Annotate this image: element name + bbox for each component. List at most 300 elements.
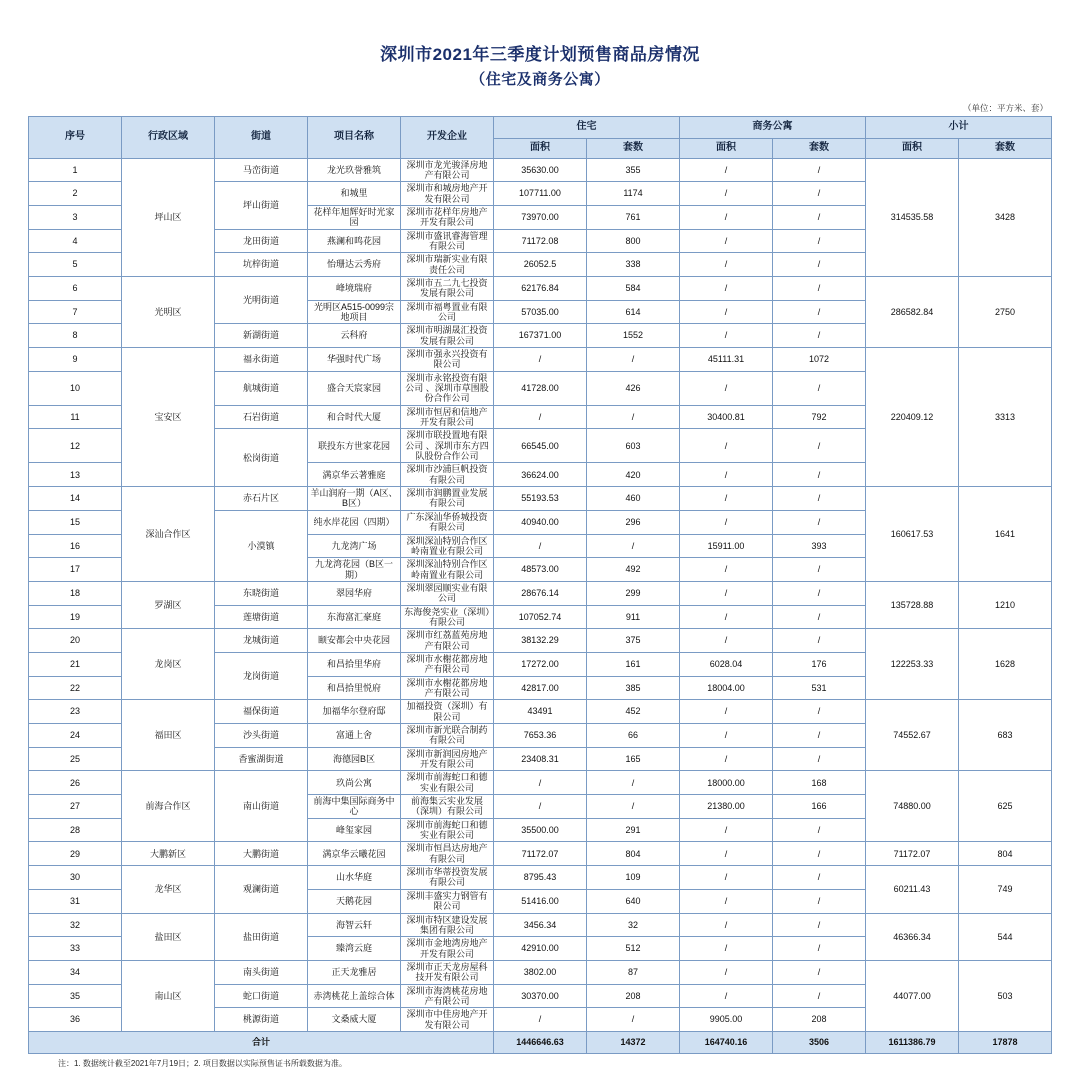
cell-apartment-units: 176 [773,652,866,676]
page-title: 深圳市2021年三季度计划预售商品房情况 [380,45,700,64]
cell-subtotal-units: 2750 [959,276,1052,347]
cell-apartment-units: / [773,984,866,1008]
cell-residential-area: 167371.00 [494,324,587,348]
cell-residential-units: 66 [587,724,680,748]
cell-residential-area: 38132.29 [494,629,587,653]
total-residential-units: 14372 [587,1031,680,1053]
col-street: 街道 [215,116,308,158]
cell-index: 10 [29,371,122,405]
cell-residential-units: 338 [587,253,680,277]
col-res-units: 套数 [587,138,680,158]
cell-index: 16 [29,534,122,558]
cell-project: 臻湾云庭 [308,937,401,961]
cell-residential-units: / [587,534,680,558]
cell-residential-area: 35500.00 [494,818,587,842]
cell-index: 15 [29,510,122,534]
header-row-1 [29,116,1052,138]
cell-apartment-area: / [680,487,773,511]
col-company: 开发企业 [401,116,494,158]
cell-apartment-units: 208 [773,1008,866,1032]
cell-residential-units: 420 [587,463,680,487]
cell-district: 宝安区 [122,348,215,487]
cell-subtotal-area: 286582.84 [866,276,959,347]
cell-project: 九龙湾广场 [308,534,401,558]
cell-index: 19 [29,605,122,629]
cell-residential-units: 165 [587,747,680,771]
cell-project: 和合时代大厦 [308,405,401,429]
cell-residential-area: 17272.00 [494,652,587,676]
cell-street: 南山街道 [215,771,308,842]
cell-project: 峰玺家园 [308,818,401,842]
cell-index: 18 [29,581,122,605]
cell-residential-units: 1174 [587,182,680,206]
col-sum-units: 套数 [959,138,1052,158]
cell-street: 坪山街道 [215,182,308,229]
cell-apartment-area: / [680,724,773,748]
cell-company: 深圳市新润园房地产开发有限公司 [401,747,494,771]
cell-company: 深圳市恒昌达房地产有限公司 [401,842,494,866]
cell-apartment-units: / [773,487,866,511]
cell-residential-area: / [494,534,587,558]
total-residential-area: 1446646.63 [494,1031,587,1053]
cell-index: 35 [29,984,122,1008]
cell-residential-units: / [587,795,680,819]
unit-note: （单位：平方米、套） [962,102,1048,113]
cell-street: 赤石片区 [215,487,308,511]
total-sum-area: 1611386.79 [866,1031,959,1053]
table-row [29,487,1052,511]
cell-project: 满京华云曦花园 [308,842,401,866]
cell-apartment-area: 9905.00 [680,1008,773,1032]
cell-company: 深圳市前海蛇口和德实业有限公司 [401,818,494,842]
cell-street: 桃源街道 [215,1008,308,1032]
cell-index: 8 [29,324,122,348]
cell-apartment-area: / [680,205,773,229]
cell-residential-area: 107711.00 [494,182,587,206]
cell-subtotal-area: 122253.33 [866,629,959,700]
cell-subtotal-area: 135728.88 [866,581,959,628]
cell-residential-area: 62176.84 [494,276,587,300]
cell-subtotal-area: 44077.00 [866,960,959,1031]
cell-residential-area: 57035.00 [494,300,587,324]
table-row [29,158,1052,182]
cell-residential-units: 299 [587,581,680,605]
cell-index: 9 [29,348,122,372]
table-row [29,771,1052,795]
cell-company: 深圳市花样年房地产开发有限公司 [401,205,494,229]
cell-street: 大鹏街道 [215,842,308,866]
cell-project: 和昌拾里华府 [308,652,401,676]
presale-table [28,116,1052,1054]
cell-district: 福田区 [122,700,215,771]
cell-project: 怡珊达云秀府 [308,253,401,277]
cell-residential-units: 460 [587,487,680,511]
cell-project: 和城里 [308,182,401,206]
cell-subtotal-units: 1628 [959,629,1052,700]
cell-project: 东海富汇豪庭 [308,605,401,629]
cell-residential-units: 614 [587,300,680,324]
table-head [29,116,1052,158]
cell-residential-area: 71172.08 [494,229,587,253]
cell-apartment-units: 393 [773,534,866,558]
cell-residential-area: 8795.43 [494,866,587,890]
cell-apartment-area: / [680,276,773,300]
col-apt-area: 面积 [680,138,773,158]
cell-subtotal-area: 46366.34 [866,913,959,960]
cell-company: 深圳市和城房地产开发有限公司 [401,182,494,206]
total-apartment-units: 3506 [773,1031,866,1053]
cell-company: 深圳市瑞新实业有限责任公司 [401,253,494,277]
cell-project: 海德园B区 [308,747,401,771]
cell-company: 加福投资（深圳）有限公司 [401,700,494,724]
col-district: 行政区域 [122,116,215,158]
cell-subtotal-area: 314535.58 [866,158,959,276]
cell-apartment-area: / [680,558,773,582]
cell-apartment-area: / [680,253,773,277]
cell-street: 龙田街道 [215,229,308,253]
cell-subtotal-units: 1641 [959,487,1052,582]
cell-apartment-area: / [680,700,773,724]
cell-apartment-units: / [773,158,866,182]
cell-apartment-units: / [773,937,866,961]
cell-residential-units: 355 [587,158,680,182]
cell-project: 花样年旭辉好时光家园 [308,205,401,229]
cell-subtotal-area: 74880.00 [866,771,959,842]
cell-project: 联投东方世家花园 [308,429,401,463]
cell-apartment-units: / [773,960,866,984]
cell-residential-area: 35630.00 [494,158,587,182]
cell-subtotal-area: 220409.12 [866,348,959,487]
cell-project: 华强时代广场 [308,348,401,372]
cell-apartment-area: / [680,510,773,534]
cell-apartment-units: 531 [773,676,866,700]
cell-residential-area: 3802.00 [494,960,587,984]
cell-apartment-units: / [773,276,866,300]
cell-index: 20 [29,629,122,653]
cell-index: 31 [29,889,122,913]
cell-apartment-units: / [773,724,866,748]
group-apartment: 商务公寓 [680,116,866,138]
cell-company: 深圳市联投置地有限公司 、深圳市东方四队股份合作公司 [401,429,494,463]
cell-apartment-area: / [680,229,773,253]
cell-street: 光明街道 [215,276,308,323]
cell-residential-area: / [494,771,587,795]
cell-residential-area: / [494,795,587,819]
cell-apartment-area: / [680,158,773,182]
table-row [29,700,1052,724]
cell-residential-area: 36624.00 [494,463,587,487]
table-row [29,866,1052,890]
cell-residential-units: 804 [587,842,680,866]
cell-residential-units: / [587,405,680,429]
cell-street: 航城街道 [215,371,308,405]
cell-district: 深汕合作区 [122,487,215,582]
cell-residential-area: 73970.00 [494,205,587,229]
cell-apartment-units: 1072 [773,348,866,372]
cell-project: 羊山润府一期（A区、B区） [308,487,401,511]
cell-street: 小漠镇 [215,510,308,581]
cell-residential-units: 375 [587,629,680,653]
cell-apartment-area: / [680,866,773,890]
cell-index: 28 [29,818,122,842]
cell-street: 香蜜湖街道 [215,747,308,771]
cell-index: 5 [29,253,122,277]
cell-subtotal-units: 1210 [959,581,1052,628]
cell-index: 30 [29,866,122,890]
cell-index: 23 [29,700,122,724]
col-apt-units: 套数 [773,138,866,158]
cell-index: 13 [29,463,122,487]
cell-street: 福保街道 [215,700,308,724]
cell-company: 深圳深汕特别合作区岭南置业有限公司 [401,558,494,582]
cell-subtotal-area: 60211.43 [866,866,959,913]
cell-district: 盐田区 [122,913,215,960]
cell-residential-units: 87 [587,960,680,984]
col-index: 序号 [29,116,122,158]
cell-residential-units: 640 [587,889,680,913]
cell-apartment-units: / [773,253,866,277]
cell-company: 深圳市水榭花都房地产有限公司 [401,652,494,676]
table-row [29,842,1052,866]
cell-apartment-units: 792 [773,405,866,429]
cell-project: 云科府 [308,324,401,348]
cell-street: 观澜街道 [215,866,308,913]
cell-index: 4 [29,229,122,253]
cell-company: 深圳市龙光骏泽房地产有限公司 [401,158,494,182]
cell-residential-units: 603 [587,429,680,463]
cell-index: 7 [29,300,122,324]
cell-project: 龙光玖誉雅筑 [308,158,401,182]
cell-index: 27 [29,795,122,819]
cell-index: 25 [29,747,122,771]
cell-subtotal-units: 3428 [959,158,1052,276]
table-row [29,581,1052,605]
cell-index: 17 [29,558,122,582]
cell-apartment-units: / [773,205,866,229]
cell-district: 龙岗区 [122,629,215,700]
cell-index: 12 [29,429,122,463]
cell-project: 玖尚公寓 [308,771,401,795]
cell-district: 光明区 [122,276,215,347]
cell-residential-units: 296 [587,510,680,534]
cell-subtotal-area: 71172.07 [866,842,959,866]
cell-project: 翠园华府 [308,581,401,605]
table-row [29,629,1052,653]
cell-project: 赤湾桃花上盖综合体 [308,984,401,1008]
cell-company: 广东深汕华侨城投资有限公司 [401,510,494,534]
table-body [29,158,1052,1053]
cell-index: 11 [29,405,122,429]
cell-subtotal-units: 544 [959,913,1052,960]
cell-apartment-units: / [773,229,866,253]
cell-index: 21 [29,652,122,676]
cell-residential-area: / [494,348,587,372]
cell-apartment-units: / [773,700,866,724]
cell-index: 14 [29,487,122,511]
cell-residential-units: 426 [587,371,680,405]
cell-index: 26 [29,771,122,795]
cell-apartment-area: / [680,818,773,842]
cell-project: 加福华尔登府邸 [308,700,401,724]
cell-index: 3 [29,205,122,229]
cell-apartment-units: / [773,866,866,890]
cell-company: 东海俊尧实业（深圳）有限公司 [401,605,494,629]
cell-company: 深圳市新光联合制药有限公司 [401,724,494,748]
cell-street: 盐田街道 [215,913,308,960]
cell-apartment-area: / [680,960,773,984]
cell-apartment-area: 21380.00 [680,795,773,819]
cell-street: 福永街道 [215,348,308,372]
cell-project: 海智云轩 [308,913,401,937]
cell-street: 龙岗街道 [215,652,308,699]
cell-street: 松岗街道 [215,429,308,487]
cell-residential-units: 761 [587,205,680,229]
group-total: 小计 [866,116,1052,138]
cell-apartment-area: / [680,324,773,348]
cell-apartment-units: / [773,913,866,937]
cell-subtotal-area: 74552.67 [866,700,959,771]
cell-street: 南头街道 [215,960,308,984]
cell-apartment-area: 6028.04 [680,652,773,676]
footer-note: 注：1. 数据统计截至2021年7月19日；2. 项目数据以实际预售证书所载数据为准。 [58,1058,347,1068]
total-sum-units: 17878 [959,1031,1052,1053]
cell-project: 盛合天宸家园 [308,371,401,405]
cell-residential-area: 55193.53 [494,487,587,511]
cell-company: 深圳市明湖晟汇投资发展有限公司 [401,324,494,348]
cell-residential-area: 26052.5 [494,253,587,277]
cell-apartment-area: / [680,747,773,771]
cell-project: 满京华云著雅庭 [308,463,401,487]
cell-residential-area: 51416.00 [494,889,587,913]
cell-street: 石岩街道 [215,405,308,429]
cell-apartment-area: / [680,629,773,653]
cell-apartment-area: 30400.81 [680,405,773,429]
cell-residential-area: 71172.07 [494,842,587,866]
cell-index: 2 [29,182,122,206]
cell-apartment-area: / [680,605,773,629]
cell-residential-units: / [587,348,680,372]
cell-company: 深圳深汕特别合作区岭南置业有限公司 [401,534,494,558]
cell-index: 34 [29,960,122,984]
cell-company: 深圳市海湾桃花房地产有限公司 [401,984,494,1008]
cell-apartment-units: 166 [773,795,866,819]
cell-company: 深圳市强永兴投资有限公司 [401,348,494,372]
cell-residential-units: 32 [587,913,680,937]
cell-company: 深圳市永铭投资有限公司 、深圳市草围股份合作公司 [401,371,494,405]
cell-street: 莲塘街道 [215,605,308,629]
cell-project: 山水华庭 [308,866,401,890]
cell-apartment-units: / [773,629,866,653]
cell-residential-units: 512 [587,937,680,961]
cell-company: 深圳市盛讯睿海管理有限公司 [401,229,494,253]
cell-residential-units: 584 [587,276,680,300]
cell-residential-area: 41728.00 [494,371,587,405]
cell-apartment-units: / [773,510,866,534]
cell-company: 深圳市红荔蓝苑房地产有限公司 [401,629,494,653]
cell-apartment-units: / [773,324,866,348]
cell-index: 1 [29,158,122,182]
cell-residential-area: / [494,405,587,429]
group-residential: 住宅 [494,116,680,138]
total-label: 合计 [29,1031,494,1053]
cell-project: 富通上舍 [308,724,401,748]
cell-company: 深圳市中佳房地产开发有限公司 [401,1008,494,1032]
cell-district: 罗湖区 [122,581,215,628]
cell-project: 燕澜和鸣花园 [308,229,401,253]
col-res-area: 面积 [494,138,587,158]
cell-company: 深圳市正天龙房屋科技开发有限公司 [401,960,494,984]
cell-company: 深圳市恒居和信地产开发有限公司 [401,405,494,429]
cell-project: 纯水岸花园（四期） [308,510,401,534]
cell-project: 九龙湾花园（B区一期） [308,558,401,582]
cell-apartment-units: / [773,429,866,463]
cell-residential-area: 40940.00 [494,510,587,534]
cell-apartment-area: / [680,581,773,605]
cell-subtotal-units: 749 [959,866,1052,913]
cell-project: 文桑威大厦 [308,1008,401,1032]
cell-apartment-units: 168 [773,771,866,795]
cell-index: 33 [29,937,122,961]
cell-apartment-area: / [680,842,773,866]
cell-residential-units: 911 [587,605,680,629]
table-row [29,960,1052,984]
cell-residential-area: 23408.31 [494,747,587,771]
cell-residential-units: 385 [587,676,680,700]
cell-street: 东晓街道 [215,581,308,605]
cell-company: 深圳市福粤置业有限公司 [401,300,494,324]
cell-project: 颐安都会中央花园 [308,629,401,653]
col-project: 项目名称 [308,116,401,158]
cell-apartment-area: / [680,889,773,913]
cell-apartment-area: / [680,463,773,487]
cell-residential-area: 48573.00 [494,558,587,582]
cell-street: 蛇口街道 [215,984,308,1008]
cell-company: 深圳市特区建设发展集团有限公司 [401,913,494,937]
cell-street: 坑梓街道 [215,253,308,277]
cell-company: 深圳市水榭花都房地产有限公司 [401,676,494,700]
cell-residential-units: 161 [587,652,680,676]
table-row [29,913,1052,937]
cell-project: 天鹅花园 [308,889,401,913]
cell-apartment-units: / [773,747,866,771]
cell-apartment-units: / [773,463,866,487]
cell-residential-area: 42910.00 [494,937,587,961]
cell-apartment-area: / [680,182,773,206]
cell-apartment-units: / [773,300,866,324]
cell-residential-units: / [587,1008,680,1032]
cell-subtotal-units: 3313 [959,348,1052,487]
cell-index: 24 [29,724,122,748]
cell-apartment-units: / [773,558,866,582]
cell-district: 前海合作区 [122,771,215,842]
table-row [29,348,1052,372]
cell-apartment-units: / [773,818,866,842]
total-row [29,1031,1052,1053]
cell-residential-units: 800 [587,229,680,253]
cell-subtotal-units: 625 [959,771,1052,842]
cell-apartment-area: 45111.31 [680,348,773,372]
cell-index: 32 [29,913,122,937]
cell-apartment-area: 18004.00 [680,676,773,700]
table-row [29,276,1052,300]
cell-residential-units: 492 [587,558,680,582]
cell-apartment-area: 18000.00 [680,771,773,795]
cell-company: 深圳市金地湾房地产开发有限公司 [401,937,494,961]
cell-residential-area: 66545.00 [494,429,587,463]
cell-apartment-units: / [773,581,866,605]
cell-apartment-area: / [680,984,773,1008]
cell-apartment-units: / [773,182,866,206]
